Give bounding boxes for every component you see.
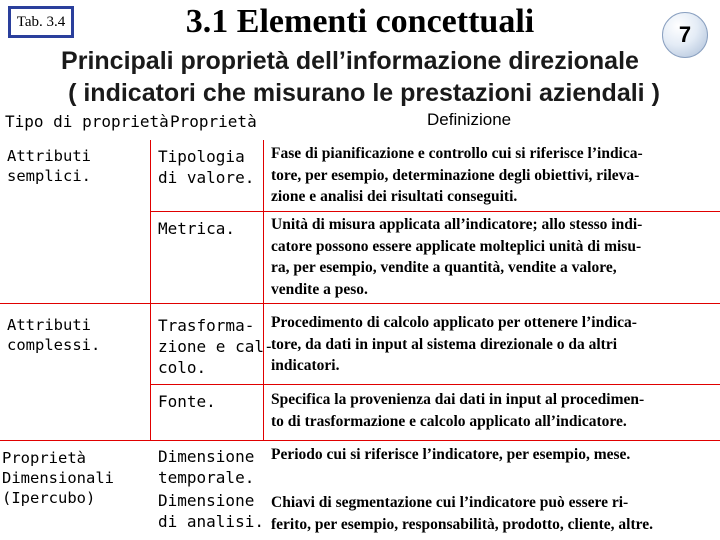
grid-vline-2: [263, 140, 264, 440]
row1-definition: Fase di pianificazione e controllo cui si riferisce l’indica- tore, per esempio, determinazione degli obiettivi, rileva- zione e analisi dei risultati conseguiti.: [271, 145, 643, 205]
row6-property: Dimensione di analisi.: [158, 491, 264, 531]
grid-hline-row2: [0, 303, 720, 304]
row2-definition: Unità di misura applicata all’indicatore; allo stesso indi- catore possono essere applicate molteplici unità di misu- ra, per esempio, vendite a quantità, vendite a valore, vendite a peso.: [271, 216, 643, 298]
row2-property: Metrica.: [158, 219, 236, 238]
grid-vline-1: [150, 140, 151, 440]
row5-definition: Periodo cui si riferisce l’indicatore, per esempio, mese.: [271, 446, 631, 463]
grid-hline-row1: [150, 211, 720, 212]
row1-property: Tipologia di valore.: [158, 147, 255, 187]
header-type: Tipo di proprietà: [5, 112, 169, 131]
tab-label-badge: Tab. 3.4: [8, 6, 74, 38]
page-number-badge: 7: [662, 12, 708, 58]
row4-definition: Specifica la provenienza dai dati in input al procedimen- to di trasformazione e calcolo applicato all’indicatore.: [271, 391, 645, 430]
slide-title: 3.1 Elementi concettuali: [185, 3, 535, 40]
row6-definition: Chiavi di segmentazione cui l’indicatore può essere ri- ferito, per esempio, responsabilità, prodotto, cliente, altre.: [271, 494, 653, 533]
grid-hline-row3: [150, 384, 720, 385]
row1-type: Attributi semplici.: [7, 147, 91, 185]
subtitle-line-1: Principali proprietà dell’informazione direzionale: [61, 47, 639, 75]
row3-type: Attributi complessi.: [7, 316, 101, 354]
row4-property: Fonte.: [158, 392, 216, 411]
row5-type: Proprietà Dimensionali (Ipercubo): [2, 449, 114, 507]
row3-property: Trasforma- zione e cal- colo.: [158, 316, 274, 377]
subtitle-line-2: ( indicatori che misurano le prestazioni aziendali ): [68, 79, 660, 107]
header-property: Proprietà: [170, 112, 257, 131]
row3-definition: Procedimento di calcolo applicato per ottenere l’indica- tore, da dati in input al sistema direzionale o da altri indicatori.: [271, 314, 637, 374]
header-definition: Definizione: [427, 110, 512, 129]
row5-property: Dimensione temporale.: [158, 447, 255, 487]
grid-hline-row4: [0, 440, 720, 441]
